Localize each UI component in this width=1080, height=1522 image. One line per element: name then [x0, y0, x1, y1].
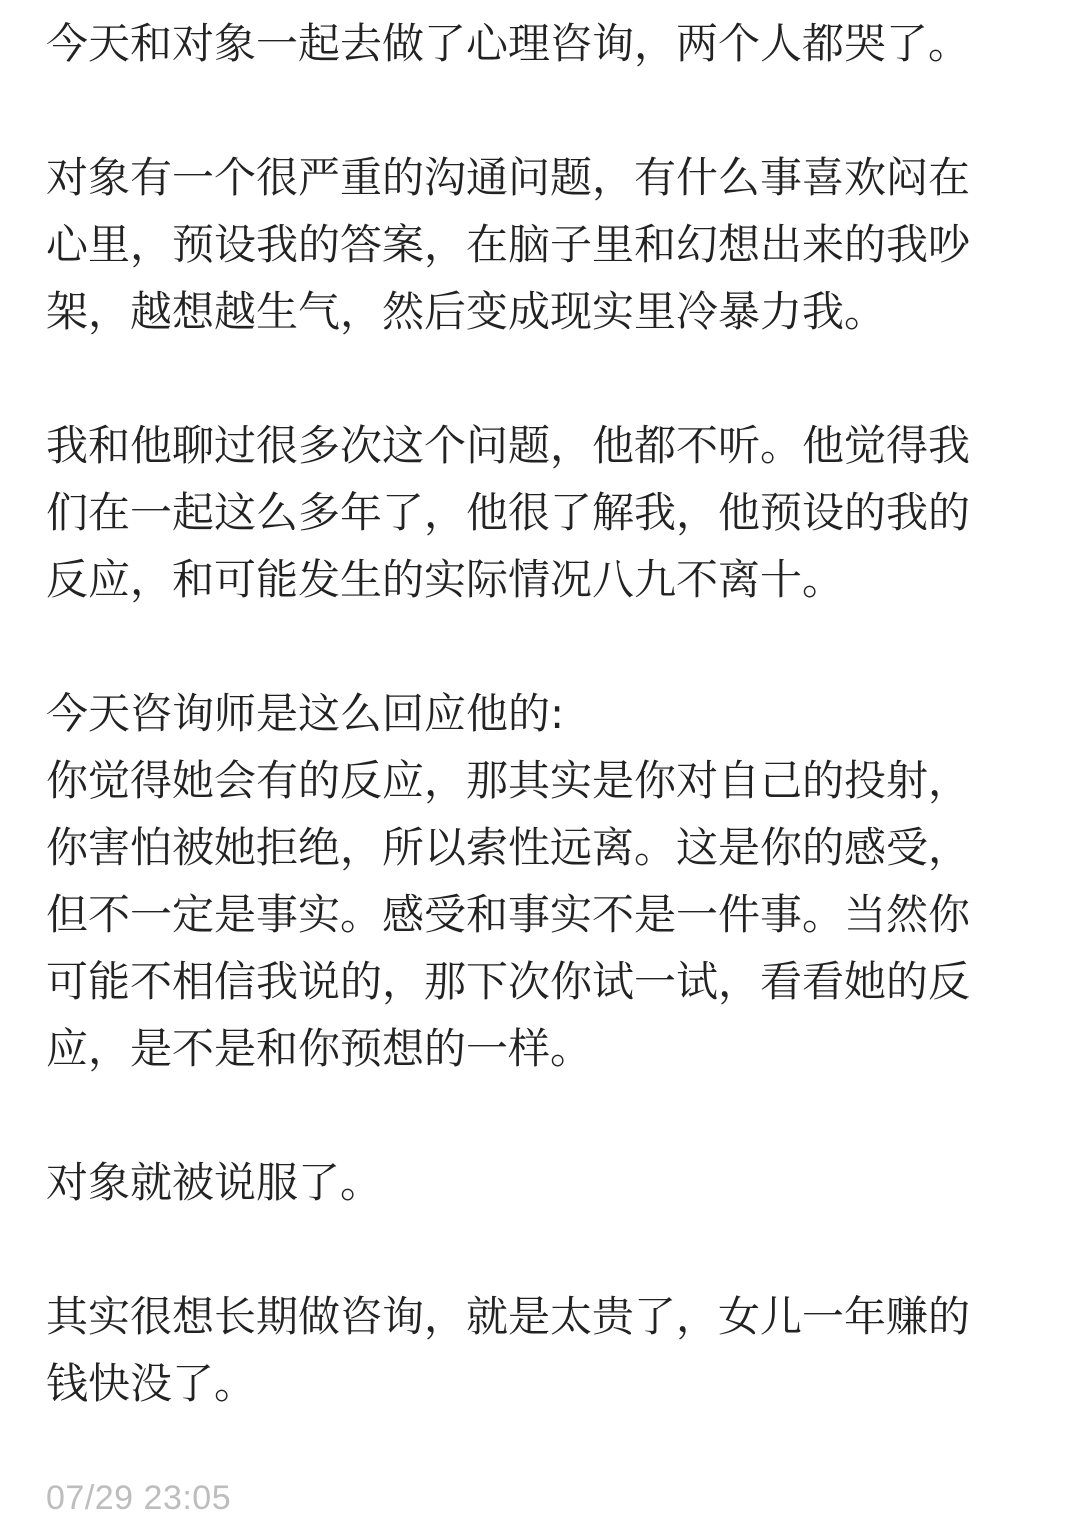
post-text-line: 其实很想长期做咨询，就是太贵了，女儿一年赚的: [46, 1292, 971, 1341]
post-paragraph-4: [46, 680, 1046, 1082]
post-paragraph-2: [46, 144, 1046, 345]
post-text-line: 们在一起这么多年了，他很了解我，他预设的我的: [46, 488, 971, 537]
post-text-line: 架，越想越生气，然后变成现实里冷暴力我。: [46, 287, 887, 336]
post-paragraph-3: [46, 412, 1046, 613]
post-text-line: 今天咨询师是这么回应他的:: [46, 689, 565, 738]
post-paragraph-1: [46, 10, 1046, 77]
post-text-line: 钱快没了。: [46, 1359, 257, 1408]
post-text-line: 但不一定是事实。感受和事实不是一件事。当然你: [46, 890, 971, 939]
post-text-line: 心里，预设我的答案，在脑子里和幻想出来的我吵: [46, 220, 971, 269]
post-text-line: 你害怕被她拒绝，所以索性远离。这是你的感受，: [46, 823, 971, 872]
post-text-line: 可能不相信我说的，那下次你试一试，看看她的反: [46, 957, 971, 1006]
post-text-line: 应，是不是和你预想的一样。: [46, 1024, 593, 1073]
post-paragraph-5: [46, 1149, 1046, 1216]
post-body: [46, 10, 1046, 1484]
post-text-line: 对象有一个很严重的沟通问题，有什么事喜欢闷在: [46, 153, 971, 202]
post-text-line: 我和他聊过很多次这个问题，他都不听。他觉得我: [46, 421, 971, 470]
post-timestamp: 07/29 23:05: [46, 1479, 232, 1517]
post-text-line: 你觉得她会有的反应，那其实是你对自己的投射，: [46, 756, 971, 805]
post-text-line: 反应，和可能发生的实际情况八九不离十。: [46, 555, 845, 604]
post-text-line: 对象就被说服了。: [46, 1158, 383, 1207]
post-paragraph-6: [46, 1283, 1046, 1417]
post-text-line: 今天和对象一起去做了心理咨询，两个人都哭了。: [46, 19, 971, 68]
